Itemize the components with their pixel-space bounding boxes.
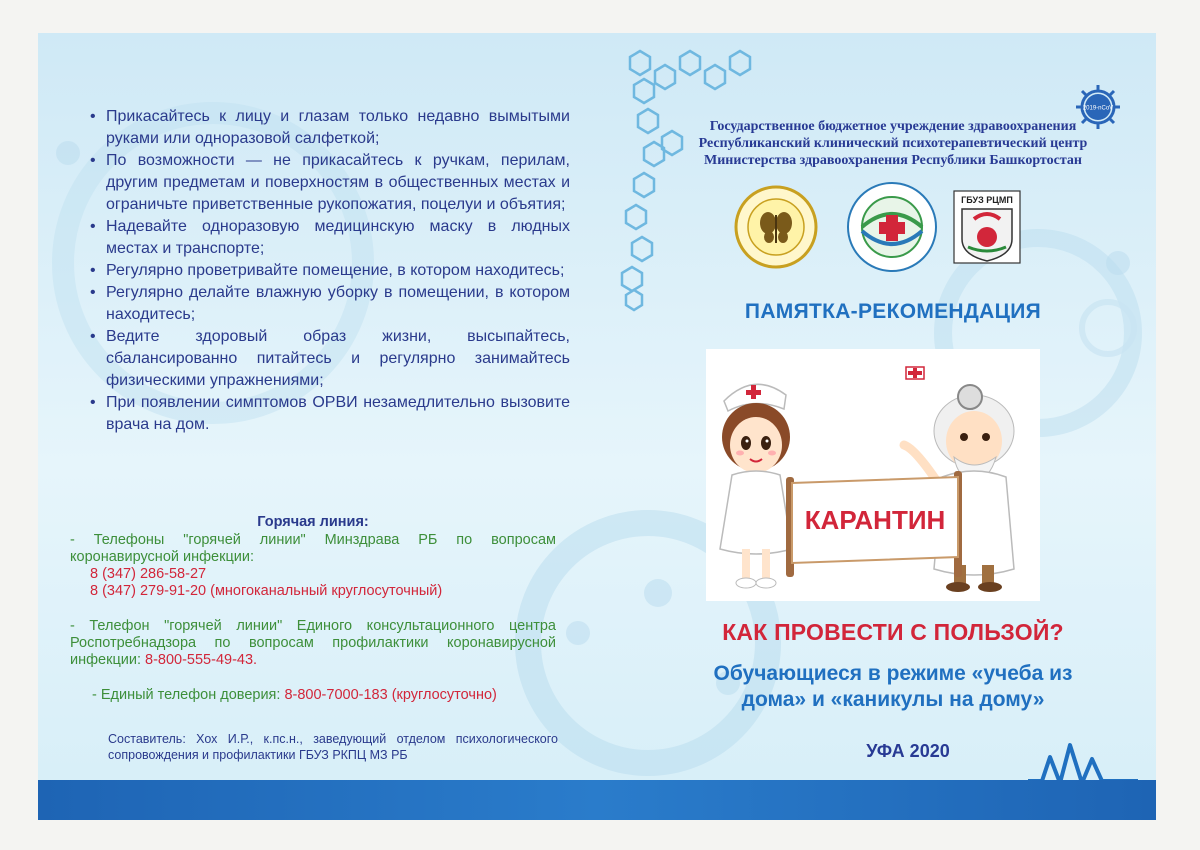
prevention-tips-list <box>90 106 570 436</box>
butterfly-icon <box>760 212 792 243</box>
tip-item: • Ведите здоровый образ жизни, высыпайтесь, сбалансированно питайтесь и регулярно занимайтесь физическими упражнениями; <box>106 326 570 392</box>
hexagon-pattern <box>622 51 750 310</box>
hotline-section <box>70 514 556 704</box>
hotline-title: Горячая линия: <box>257 514 369 530</box>
subtitle <box>648 661 1138 713</box>
org-line: Министерства здравоохранения Республики Башкортостан <box>704 153 1082 168</box>
phone-number: 8 (347) 279-91-20 <box>90 583 207 599</box>
brochure-sheet <box>38 33 1156 820</box>
phone-note: (многоканальный круглосуточный) <box>210 583 443 599</box>
org-line: Республиканский клинический психотерапевтический центр <box>698 136 1088 151</box>
head-mirror-icon <box>958 385 982 409</box>
phone-number-line <box>70 583 556 600</box>
quarantine-label: КАРАНТИН <box>804 505 946 535</box>
subtitle-line: Обучающиеся в режиме «учеба из <box>713 662 1073 685</box>
trust-line-text: - Единый телефон доверия: <box>92 687 281 703</box>
tip-item: • Регулярно делайте влажную уборку в помещении, в котором находитесь; <box>106 282 570 326</box>
tip-item: • При появлении симптомов ОРВИ незамедлительно вызовите врача на дом. <box>106 392 570 436</box>
org-line: Государственное бюджетное учреждение здравоохранения <box>709 119 1077 134</box>
main-question: КАК ПРОВЕСТИ С ПОЛЬЗОЙ? <box>722 619 1064 645</box>
rospotreb-hotline-text: - Телефон "горячей линии" Единого консультационного центра Роспотребнадзора по вопросам профилактики коронавирусной инфекции: <box>70 618 556 668</box>
organization-header <box>658 118 1128 169</box>
tip-item: • Прикасайтесь к лицу и глазам только недавно вымытыми руками или одноразовой салфеткой; <box>106 106 570 150</box>
rcmp-logo-label: ГБУЗ РЦМП <box>961 195 1013 205</box>
tip-item: • Надевайте одноразовую медицинскую маску в людных местах и транспорте; <box>106 216 570 260</box>
trust-line-phone: 8-800-7000-183 (круглосуточно) <box>284 687 497 703</box>
author-credit <box>70 731 558 763</box>
tip-item: • Регулярно проветривайте помещение, в котором находитесь; <box>106 260 570 282</box>
ministry-logo <box>846 181 938 273</box>
emblem-text: 2019-nCoV <box>1082 105 1114 112</box>
heart-icon <box>977 227 997 247</box>
tip-item: • По возможности — не прикасайтесь к ручкам, перилам, другим предметам и поверхностям в общественных местах и ограничьте приветственные рукопожатия, поцелуи и объятия; <box>106 150 570 216</box>
trust-line <box>70 687 556 704</box>
nurse-figure <box>720 384 792 588</box>
subtitle-line: дома» и «каникулы на дому» <box>741 688 1045 711</box>
minzdrav-hotline-text: - Телефоны "горячей линии" Минздрава РБ по вопросам коронавирусной инфекции: <box>70 532 556 565</box>
author-text: Составитель: Хох И.Р., к.пс.н., заведующий отделом психологического сопровождения и профилактики ГБУЗ РКПЦ МЗ РБ <box>108 732 558 762</box>
bottom-band <box>38 780 1156 820</box>
memo-title: ПАМЯТКА-РЕКОМЕНДАЦИЯ <box>744 300 1042 323</box>
rospotreb-hotline-paragraph <box>70 618 556 669</box>
rospotreb-phone: 8-800-555-49-43. <box>145 652 258 668</box>
city-year: УФА 2020 <box>866 741 950 761</box>
quarantine-illustration <box>706 349 1040 601</box>
rcmp-logo <box>952 189 1022 265</box>
phone-number: 8 (347) 286-58-27 <box>90 566 207 582</box>
center-logo <box>734 185 818 269</box>
